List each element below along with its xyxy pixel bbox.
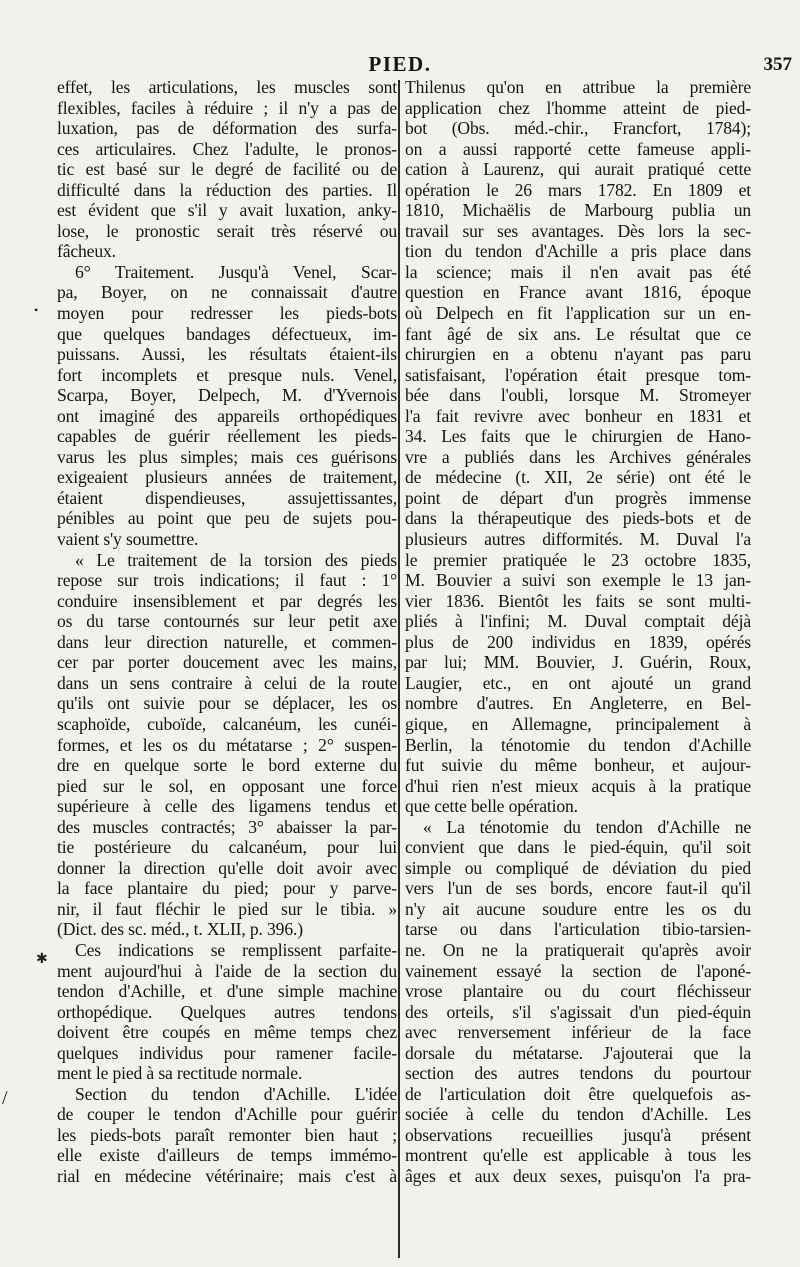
text-line: application chez l'homme atteint de pied- [405,97,751,118]
text-line: le premier pratiquée le 23 octobre 1835, [405,549,751,570]
text-line: pénibles au point que peu de sujets pou- [57,508,397,529]
text-line: flexibles, faciles à réduire ; il n'y a pas de [57,97,397,118]
text-line: plusieurs autres difformités. M. Duval l'a [405,529,751,550]
text-line: que quelques bandages défectueux, im- [57,323,397,344]
text-line: os du tarse contournés sur leur petit axe [57,611,397,632]
text-line: fut suivie du même bonheur, et aujour- [405,755,751,776]
text-line: tie postérieure du calcanéum, pour lui [57,837,397,858]
text-line: est évident que s'il y avait luxation, anky- [57,200,397,221]
text-line: repose sur trois indications; il faut : 1° [57,570,397,591]
text-line: 6° Traitement. Jusqu'à Venel, Scar- [75,261,397,282]
text-line: tendon d'Achille, et d'une simple machine [57,981,397,1002]
text-line: exigeaient plusieurs années de traitement, [57,467,397,488]
text-line: vre a publiés dans les Archives générales [405,446,751,467]
text-line: « Le traitement de la torsion des pieds [75,549,397,570]
running-title: PIED. [368,52,432,76]
text-line: luxation, pas de déformation des surfa- [57,118,397,139]
text-line: pliés à l'infini; M. Duval comptait déjà [405,611,751,632]
text-line: travail sur ses avantages. Dès lors la sec- [405,220,751,241]
margin-edge-mark: / [2,1087,8,1109]
text-line: varus les plus simples; mais ces guérisons [57,446,397,467]
text-line: simple ou compliqué de déviation du pied [405,857,751,878]
text-line: vier 1836. Bientôt les faits se sont multi- [405,590,751,611]
text-line: de couper le tendon d'Achille pour guérir [57,1104,397,1125]
text-line: scaphoïde, cuboïde, calcanéum, les cunéi- [57,713,397,734]
text-line: gique, en Allemagne, principalement à [405,713,751,734]
text-line: donner la direction qu'elle doit avoir avec [57,857,397,878]
text-line: doivent être coupés en même temps chez [57,1022,397,1043]
text-line: fant âgé de six ans. Le résultat que ce [405,323,751,344]
text-line: les pieds-bots paraît remonter bien haut ; [57,1124,397,1145]
text-line: pied sur le sol, en opposant une force [57,775,397,796]
text-line: bée dans l'oubli, lorsque M. Stromeyer [405,385,751,406]
text-line: puissans. Aussi, les résultats étaient-ils [57,344,397,365]
text-line: fâcheux. [57,241,116,262]
text-line: ont imaginé des appareils orthopédiques [57,405,397,426]
text-line: dorsale du métatarse. J'ajouterai que la [405,1042,751,1063]
text-line: pa, Boyer, on ne connaissait d'autre [57,282,397,303]
text-line: point de départ d'un progrès immense [405,487,751,508]
left-column [57,77,397,1187]
text-line: lose, le pronostic serait très réservé ou [57,220,397,241]
text-line: cer par porter doucement avec les mains, [57,652,397,673]
text-line: dans un sens contraire à celui de la route [57,672,397,693]
text-line: ces articulaires. Chez l'adulte, le pronos- [57,138,397,159]
text-line: dans leur direction naturelle, et commen- [57,631,397,652]
text-line: nir, il faut fléchir le pied sur le tibia. » [57,898,397,919]
text-line: 34. Les faits que le chirurgien de Hano- [405,426,751,447]
text-line: cation à Laurenz, qui aurait pratiqué cette [405,159,751,180]
text-line: difficulté dans la réduction des parties. Il [57,179,397,200]
text-line: l'a fait revivre avec bonheur en 1831 et [405,405,751,426]
text-line: opération le 26 mars 1782. En 1809 et [405,179,751,200]
text-line: moyen pour redresser les pieds-bots [57,303,397,324]
text-line: effet, les articulations, les muscles sont [57,77,397,97]
text-line: dans la thérapeutique des pieds-bots et de [405,508,751,529]
text-line: de médecine (t. XII, 2e série) ont été le [405,467,751,488]
text-line: satisfaisant, l'opération était presque tom- [405,364,751,385]
text-line: étaient dispendieuses, assujettissantes, [57,487,397,508]
text-line: qu'ils ont suivie pour se déplacer, les os [57,693,397,714]
text-line: question en France avant 1816, époque [405,282,751,303]
text-line: fort incomplets et presque nuls. Venel, [57,364,397,385]
text-line: vaient s'y soumettre. [57,529,199,550]
text-line: capables de guérir réellement les pieds- [57,426,397,447]
page-number: 357 [763,54,792,75]
text-line: Ces indications se remplissent parfaite- [75,939,397,960]
text-line: d'hui rien n'est mieux acquis à la pratique [405,775,751,796]
text-line: n'y ait aucune soudure entre les os du [405,898,751,919]
text-line: sociée à celle du tendon d'Achille. Les [405,1104,751,1125]
text-line: tion du tendon d'Achille a pris place dans [405,241,751,262]
text-line: tarse ou dans l'articulation tibio-tarsien- [405,919,751,940]
text-line: (Dict. des sc. méd., t. XLII, p. 396.) [57,919,303,940]
text-line: observations recueillies jusqu'à présent [405,1124,751,1145]
text-line: 1810, Michaëlis de Marbourg publia un [405,200,751,221]
column-divider [398,80,400,1258]
text-line: M. Bouvier a suivi son exemple le 13 jan- [405,570,751,591]
text-line: supérieure à celle des ligamens tendus et [57,796,397,817]
text-line: vers l'un de ses bords, encore faut-il qu'il [405,878,751,899]
text-line: quelques individus pour ramener facile- [57,1042,397,1063]
text-line: Berlin, la ténotomie du tendon d'Achille [405,734,751,755]
right-column [405,77,751,1187]
text-line: la face plantaire du pied; pour y parve- [57,878,397,899]
text-line: « La ténotomie du tendon d'Achille ne [423,816,751,837]
text-line: formes, et les os du métatarse ; 2° suspen- [57,734,397,755]
text-line: montrent qu'elle est applicable à tous les [405,1145,751,1166]
text-line: tic est basé sur le degré de facilité ou de [57,159,397,180]
text-line: Laugier, etc., en ont ajouté un grand [405,672,751,693]
text-line: convient que dans le pied-équin, qu'il soit [405,837,751,858]
text-line: nombre d'autres. En Angleterre, en Bel- [405,693,751,714]
text-line: par lui; MM. Bouvier, J. Guérin, Roux, [405,652,751,673]
text-line: plus de 200 individus en 1839, opérés [405,631,751,652]
text-line: chirurgien en a obtenu n'ayant pas paru [405,344,751,365]
text-line: ment aujourd'hui à l'aide de la section du [57,960,397,981]
text-line: où Delpech en fit l'application sur un en- [405,303,751,324]
margin-speck-mark: ✱ [36,952,48,967]
text-line: avec renversement inférieur de la face [405,1022,751,1043]
text-line: ment le pied à sa rectitude normale. [57,1063,303,1084]
text-line: conduire insensiblement et par degrés les [57,590,397,611]
text-line: elle existe d'ailleurs de temps immémo- [57,1145,397,1166]
text-line: de l'articulation doit être quelquefois as- [405,1083,751,1104]
text-line: Thilenus qu'on en attribue la première [405,77,751,97]
margin-speck-mark: • [34,303,39,317]
text-line: des orteils, s'il s'agissait d'un pied-équin [405,1001,751,1022]
text-line: Scarpa, Boyer, Delpech, M. d'Yvernois [57,385,397,406]
text-line: orthopédique. Quelques autres tendons [57,1001,397,1022]
text-line: vrose plantaire ou du court fléchisseur [405,981,751,1002]
text-line: âges et aux deux sexes, puisqu'on l'a pra- [405,1165,751,1186]
text-line: que cette belle opération. [405,796,578,817]
text-line: rial en médecine vétérinaire; mais c'est à [57,1165,397,1186]
text-line: Section du tendon d'Achille. L'idée [75,1083,397,1104]
text-line: la science; mais il n'en avait pas été [405,261,751,282]
page-header [0,48,800,78]
text-line: dre en quelque sorte le bord externe du [57,755,397,776]
text-line: on a aussi rapporté cette fameuse appli- [405,138,751,159]
text-line: vainement essayé la section de l'aponé- [405,960,751,981]
text-line: des muscles contractés; 3° abaisser la par- [57,816,397,837]
text-line: section des autres tendons du pourtour [405,1063,751,1084]
text-line: ne. On ne la pratiquerait qu'après avoir [405,939,751,960]
text-line: bot (Obs. méd.-chir., Francfort, 1784); [405,118,751,139]
